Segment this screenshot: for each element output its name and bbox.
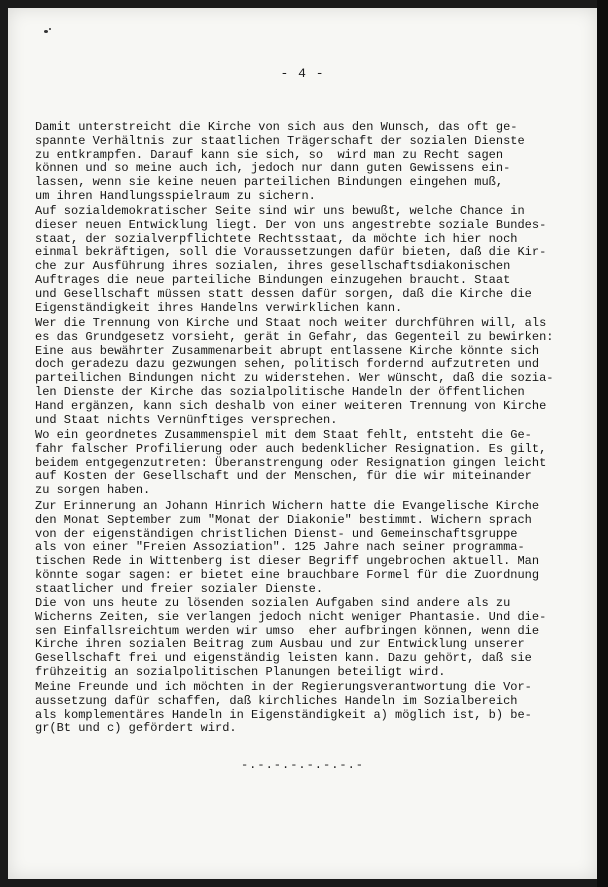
- text-line: Hand ergänzen, kann sich deshalb von einer weiteren Trennung von Kirche: [35, 398, 547, 413]
- text-line: von der eigenständigen christlichen Dienst- und Gemeinschaftsgruppe: [35, 526, 518, 541]
- text-line: lassen, wenn sie keine neuen parteilichen Bindungen eingehen muß,: [35, 175, 504, 190]
- closing-mark: -.-.-.-.-.-.-.-: [240, 758, 365, 772]
- text-line: können und so meine auch ich, jedoch nur dann guten Gewissens ein-: [35, 161, 511, 176]
- text-line: Kirche ihren sozialen Beitrag zum Ausbau und zur Entwicklung unserer: [35, 637, 525, 652]
- paragraph: [35, 121, 580, 204]
- text-line: che zur Ausführung ihres sozialen, ihres gesellschaftsdiakonischen: [35, 259, 511, 274]
- text-line: beidem entgegenzutreten: Überanstrengung oder Resignation gingen leicht: [35, 455, 547, 470]
- text-line: sen Einfallsreichtum werden wir umso eher aufbringen können, wenn die: [35, 623, 540, 638]
- scan-border: [597, 0, 608, 887]
- paragraph: [35, 681, 580, 736]
- text-line: Eigenständigkeit ihres Handelns verwirklichen kann.: [35, 300, 403, 315]
- text-line: fahr falscher Profilierung oder auch bedenklicher Resignation. Es gilt,: [35, 441, 547, 456]
- text-line: parteilichen Bindungen nicht zu widerstehen. Wer wünscht, daß die sozia-: [35, 371, 554, 386]
- text-line: staatlicher und freier sozialer Dienste.: [35, 581, 324, 596]
- paragraph: [35, 597, 580, 680]
- text-line: zu entkrampfen. Darauf kann sie sich, so wird man zu Recht sagen: [35, 147, 504, 162]
- text-line: Gesellschaft frei und eigenständig leisten kann. Dazu gehört, daß sie: [35, 651, 532, 666]
- text-line: um ihren Handlungsspielraum zu sichern.: [35, 188, 316, 203]
- text-line: Die von uns heute zu lösenden sozialen Aufgaben sind andere als zu: [35, 596, 511, 610]
- document-page: [8, 8, 597, 879]
- text-line: tischen Rede in Wittenberg ist dieser Begriff ungebrochen aktuell. Man: [35, 554, 540, 569]
- text-line: und Staat nichts Vernünftiges versprechen.: [35, 412, 338, 427]
- text-line: Meine Freunde und ich möchten in der Regierungsverantwortung die Vor-: [35, 680, 532, 694]
- text-line: staat, der sozialverpflichtete Rechtsstaat, da möchte ich hier noch: [35, 231, 518, 246]
- text-line: könnte sogar sagen: er bietet eine brauchbare Formel für die Zuordnung: [35, 567, 540, 582]
- text-line: und Gesellschaft müssen statt dessen dafür sorgen, daß die Kirche die: [35, 286, 532, 301]
- paragraph: [35, 500, 580, 597]
- paragraph: [35, 205, 580, 315]
- text-line: frühzeitig an sozialpolitischen Planungen beteiligt wird.: [35, 664, 446, 679]
- text-line: Auftrages die neue parteiliche Bindungen einzugehen braucht. Staat: [35, 272, 511, 287]
- text-line: auf Kosten der Gesellschaft und der Menschen, für die wir miteinander: [35, 469, 532, 484]
- text-line: als komplementäres Handeln in Eigenständigkeit a) möglich ist, b) be-: [35, 707, 532, 722]
- text-line: doch geradezu dazu gezwungen sehen, politisch fordernd aufzutreten und: [35, 357, 540, 372]
- text-line: Zur Erinnerung an Johann Hinrich Wichern hatte die Evangelische Kirche: [35, 499, 540, 513]
- paragraph: [35, 429, 580, 498]
- text-line: einmal bekräftigen, soll die Voraussetzungen dafür bieten, daß die Kir-: [35, 245, 547, 260]
- text-line: spannte Verhältnis zur staatlichen Trägerschaft der sozialen Dienste: [35, 133, 525, 148]
- scan-speck: [44, 30, 48, 33]
- text-line: den Monat September zum "Monat der Diakonie" bestimmt. Wichern sprach: [35, 512, 532, 527]
- scan-speck: [49, 28, 51, 30]
- text-line: Wicherns Zeiten, sie verlangen jedoch nicht weniger Phantasie. Und die-: [35, 609, 547, 624]
- text-line: Wo ein geordnetes Zusammenspiel mit dem Staat fehlt, entsteht die Ge-: [35, 428, 532, 442]
- text-line: dieser neuen Entwicklung liegt. Der von uns angestrebte soziale Bundes-: [35, 217, 547, 232]
- page-number: - 4 -: [280, 66, 325, 81]
- text-line: als von einer "Freien Assoziation". 125 Jahre nach seiner programma-: [35, 540, 525, 555]
- paragraph: [35, 317, 580, 427]
- text-line: zu sorgen haben.: [35, 483, 151, 498]
- text-line: gr(Bt und c) gefördert wird.: [35, 721, 237, 736]
- text-line: es das Grundgesetz vorsieht, gerät in Gefahr, das Gegenteil zu bewirken:: [35, 329, 554, 344]
- text-line: Eine aus bewährter Zusammenarbeit abrupt entlassene Kirche könnte sich: [35, 343, 540, 358]
- text-line: len Dienste der Kirche das sozialpolitische Handeln der öffentlichen: [35, 384, 525, 399]
- text-line: aussetzung dafür schaffen, daß kirchliches Handeln im Sozialbereich: [35, 693, 518, 708]
- text-line: Auf sozialdemokratischer Seite sind wir uns bewußt, welche Chance in: [35, 204, 525, 218]
- text-line: Wer die Trennung von Kirche und Staat noch weiter durchführen will, als: [35, 316, 547, 330]
- text-line: Damit unterstreicht die Kirche von sich aus den Wunsch, das oft ge-: [35, 120, 518, 134]
